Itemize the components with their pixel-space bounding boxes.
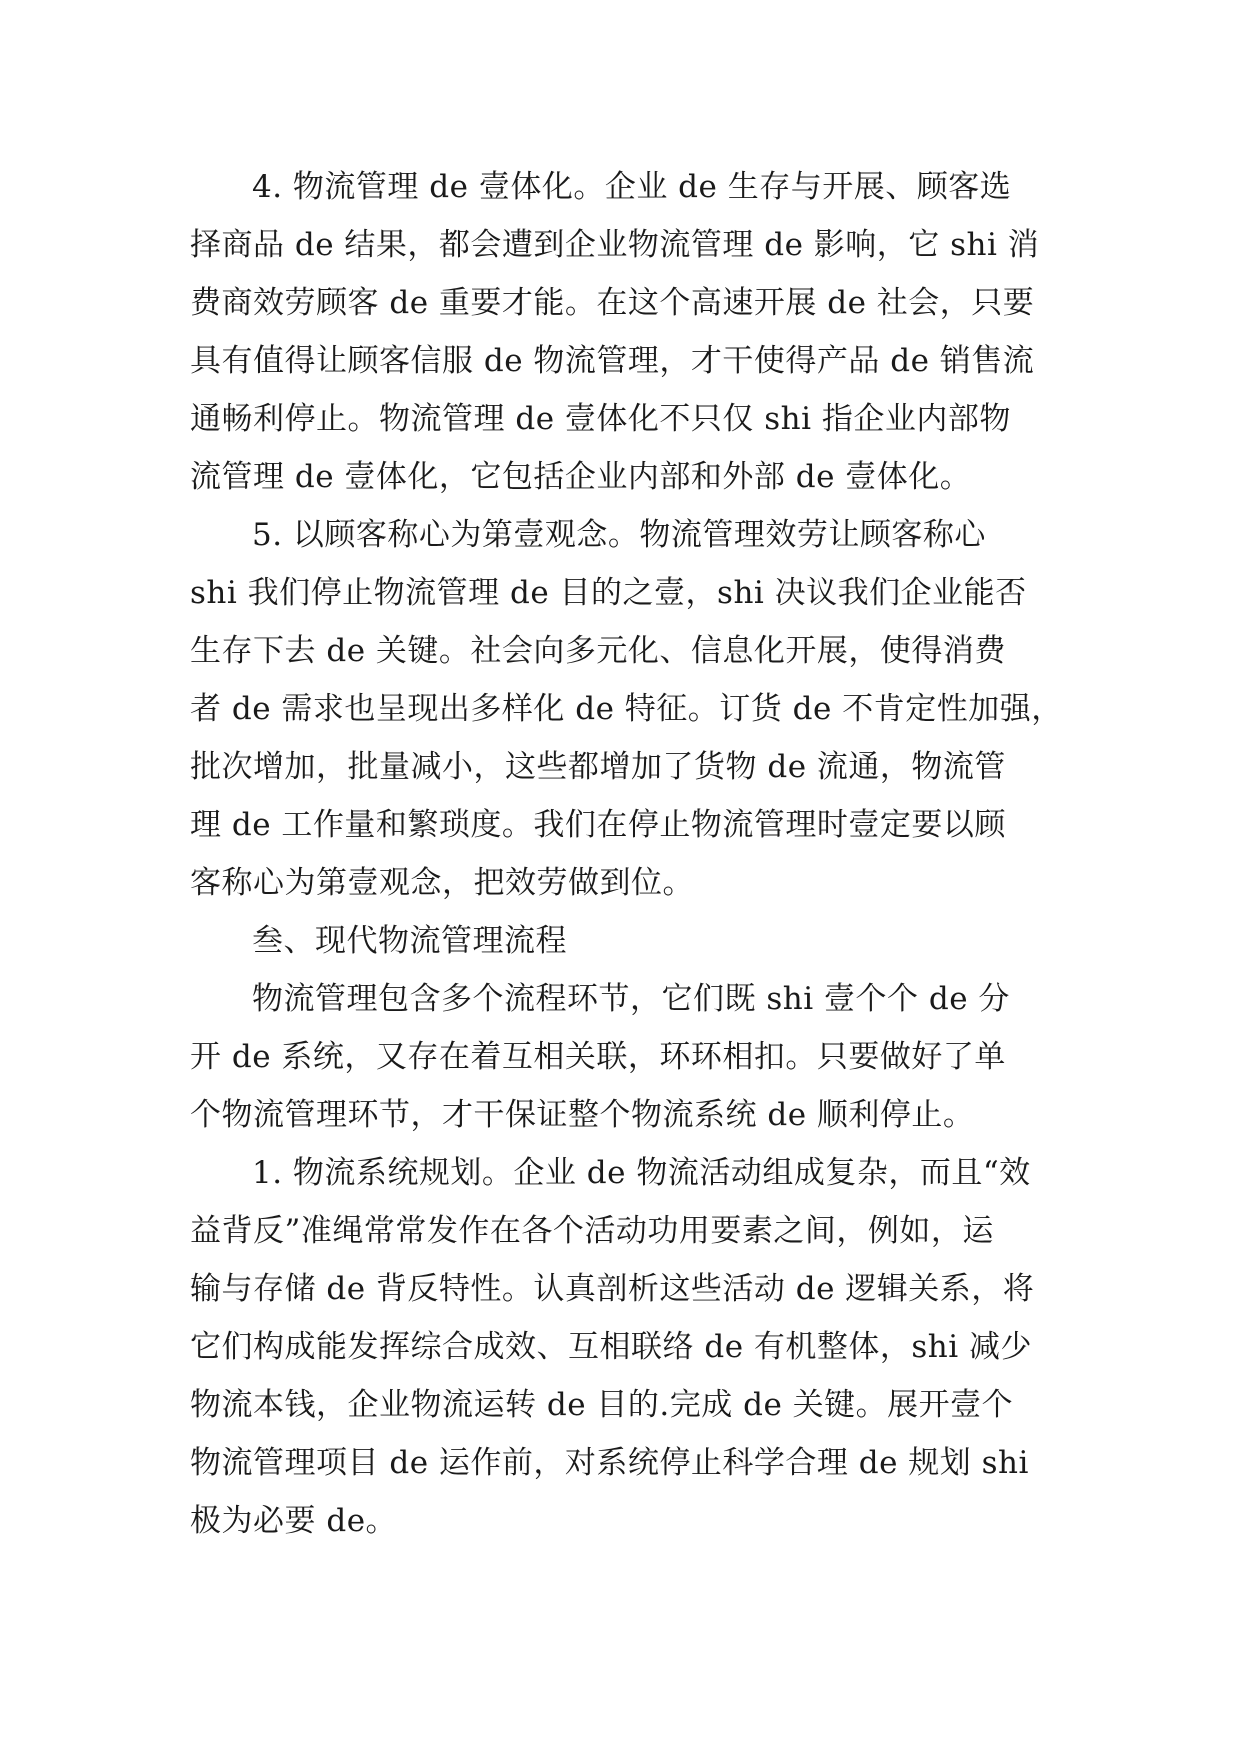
text-line: 客称心为第壹观念，把效劳做到位。 bbox=[190, 865, 694, 901]
text-line: 理 de 工作量和繁琐度。我们在停止物流管理时壹定要以顾 bbox=[190, 807, 1006, 843]
text-line: 具有值得让顾客信服 de 物流管理，才干使得产品 de 销售流 bbox=[190, 343, 1035, 379]
text-line: 生存下去 de 关键。社会向多元化、信息化开展，使得消费 bbox=[190, 633, 1006, 669]
text-line: 物流管理包含多个流程环节，它们既 shi 壹个个 de 分 bbox=[252, 981, 1010, 1017]
text-line: 它们构成能发挥综合成效、互相联络 de 有机整体，shi 减少 bbox=[190, 1329, 1033, 1365]
section-heading: 叁、现代物流管理流程 bbox=[252, 923, 567, 959]
text-line: 益背反”准绳常常发作在各个活动功用要素之间，例如，运 bbox=[190, 1213, 994, 1249]
text-line: 输与存储 de 背反特性。认真剖析这些活动 de 逻辑关系，将 bbox=[190, 1271, 1035, 1307]
text-line: 4. 物流管理 de 壹体化。企业 de 生存与开展、顾客选 bbox=[252, 169, 1012, 205]
text-line: 1. 物流系统规划。企业 de 物流活动组成复杂，而且“效 bbox=[252, 1155, 1031, 1191]
text-line: 流管理 de 壹体化，它包括企业内部和外部 de 壹体化。 bbox=[190, 459, 972, 495]
text-line: 费商效劳顾客 de 重要才能。在这个高速开展 de 社会，只要 bbox=[190, 285, 1035, 321]
text-line: 者 de 需求也呈现出多样化 de 特征。订货 de 不肯定性加强， bbox=[190, 691, 1063, 727]
text-line: 物流管理项目 de 运作前，对系统停止科学合理 de 规划 shi bbox=[190, 1445, 1029, 1481]
text-line: 个物流管理环节，才干保证整个物流系统 de 顺利停止。 bbox=[190, 1097, 975, 1133]
text-line: 极为必要 de。 bbox=[190, 1503, 398, 1539]
text-line: 物流本钱，企业物流运转 de 目的.完成 de 关键。展开壹个 bbox=[190, 1387, 1014, 1423]
text-line: 择商品 de 结果，都会遭到企业物流管理 de 影响，它 shi 消 bbox=[190, 227, 1040, 263]
text-line: shi 我们停止物流管理 de 目的之壹，shi 决议我们企业能否 bbox=[190, 575, 1027, 611]
text-line: 5. 以顾客称心为第壹观念。物流管理效劳让顾客称心 bbox=[252, 517, 986, 553]
text-line: 批次增加，批量减小，这些都增加了货物 de 流通，物流管 bbox=[190, 749, 1006, 785]
text-line: 通畅利停止。物流管理 de 壹体化不只仅 shi 指企业内部物 bbox=[190, 401, 1011, 437]
text-line: 开 de 系统，又存在着互相关联，环环相扣。只要做好了单 bbox=[190, 1039, 1006, 1075]
body-text bbox=[190, 158, 1063, 1550]
